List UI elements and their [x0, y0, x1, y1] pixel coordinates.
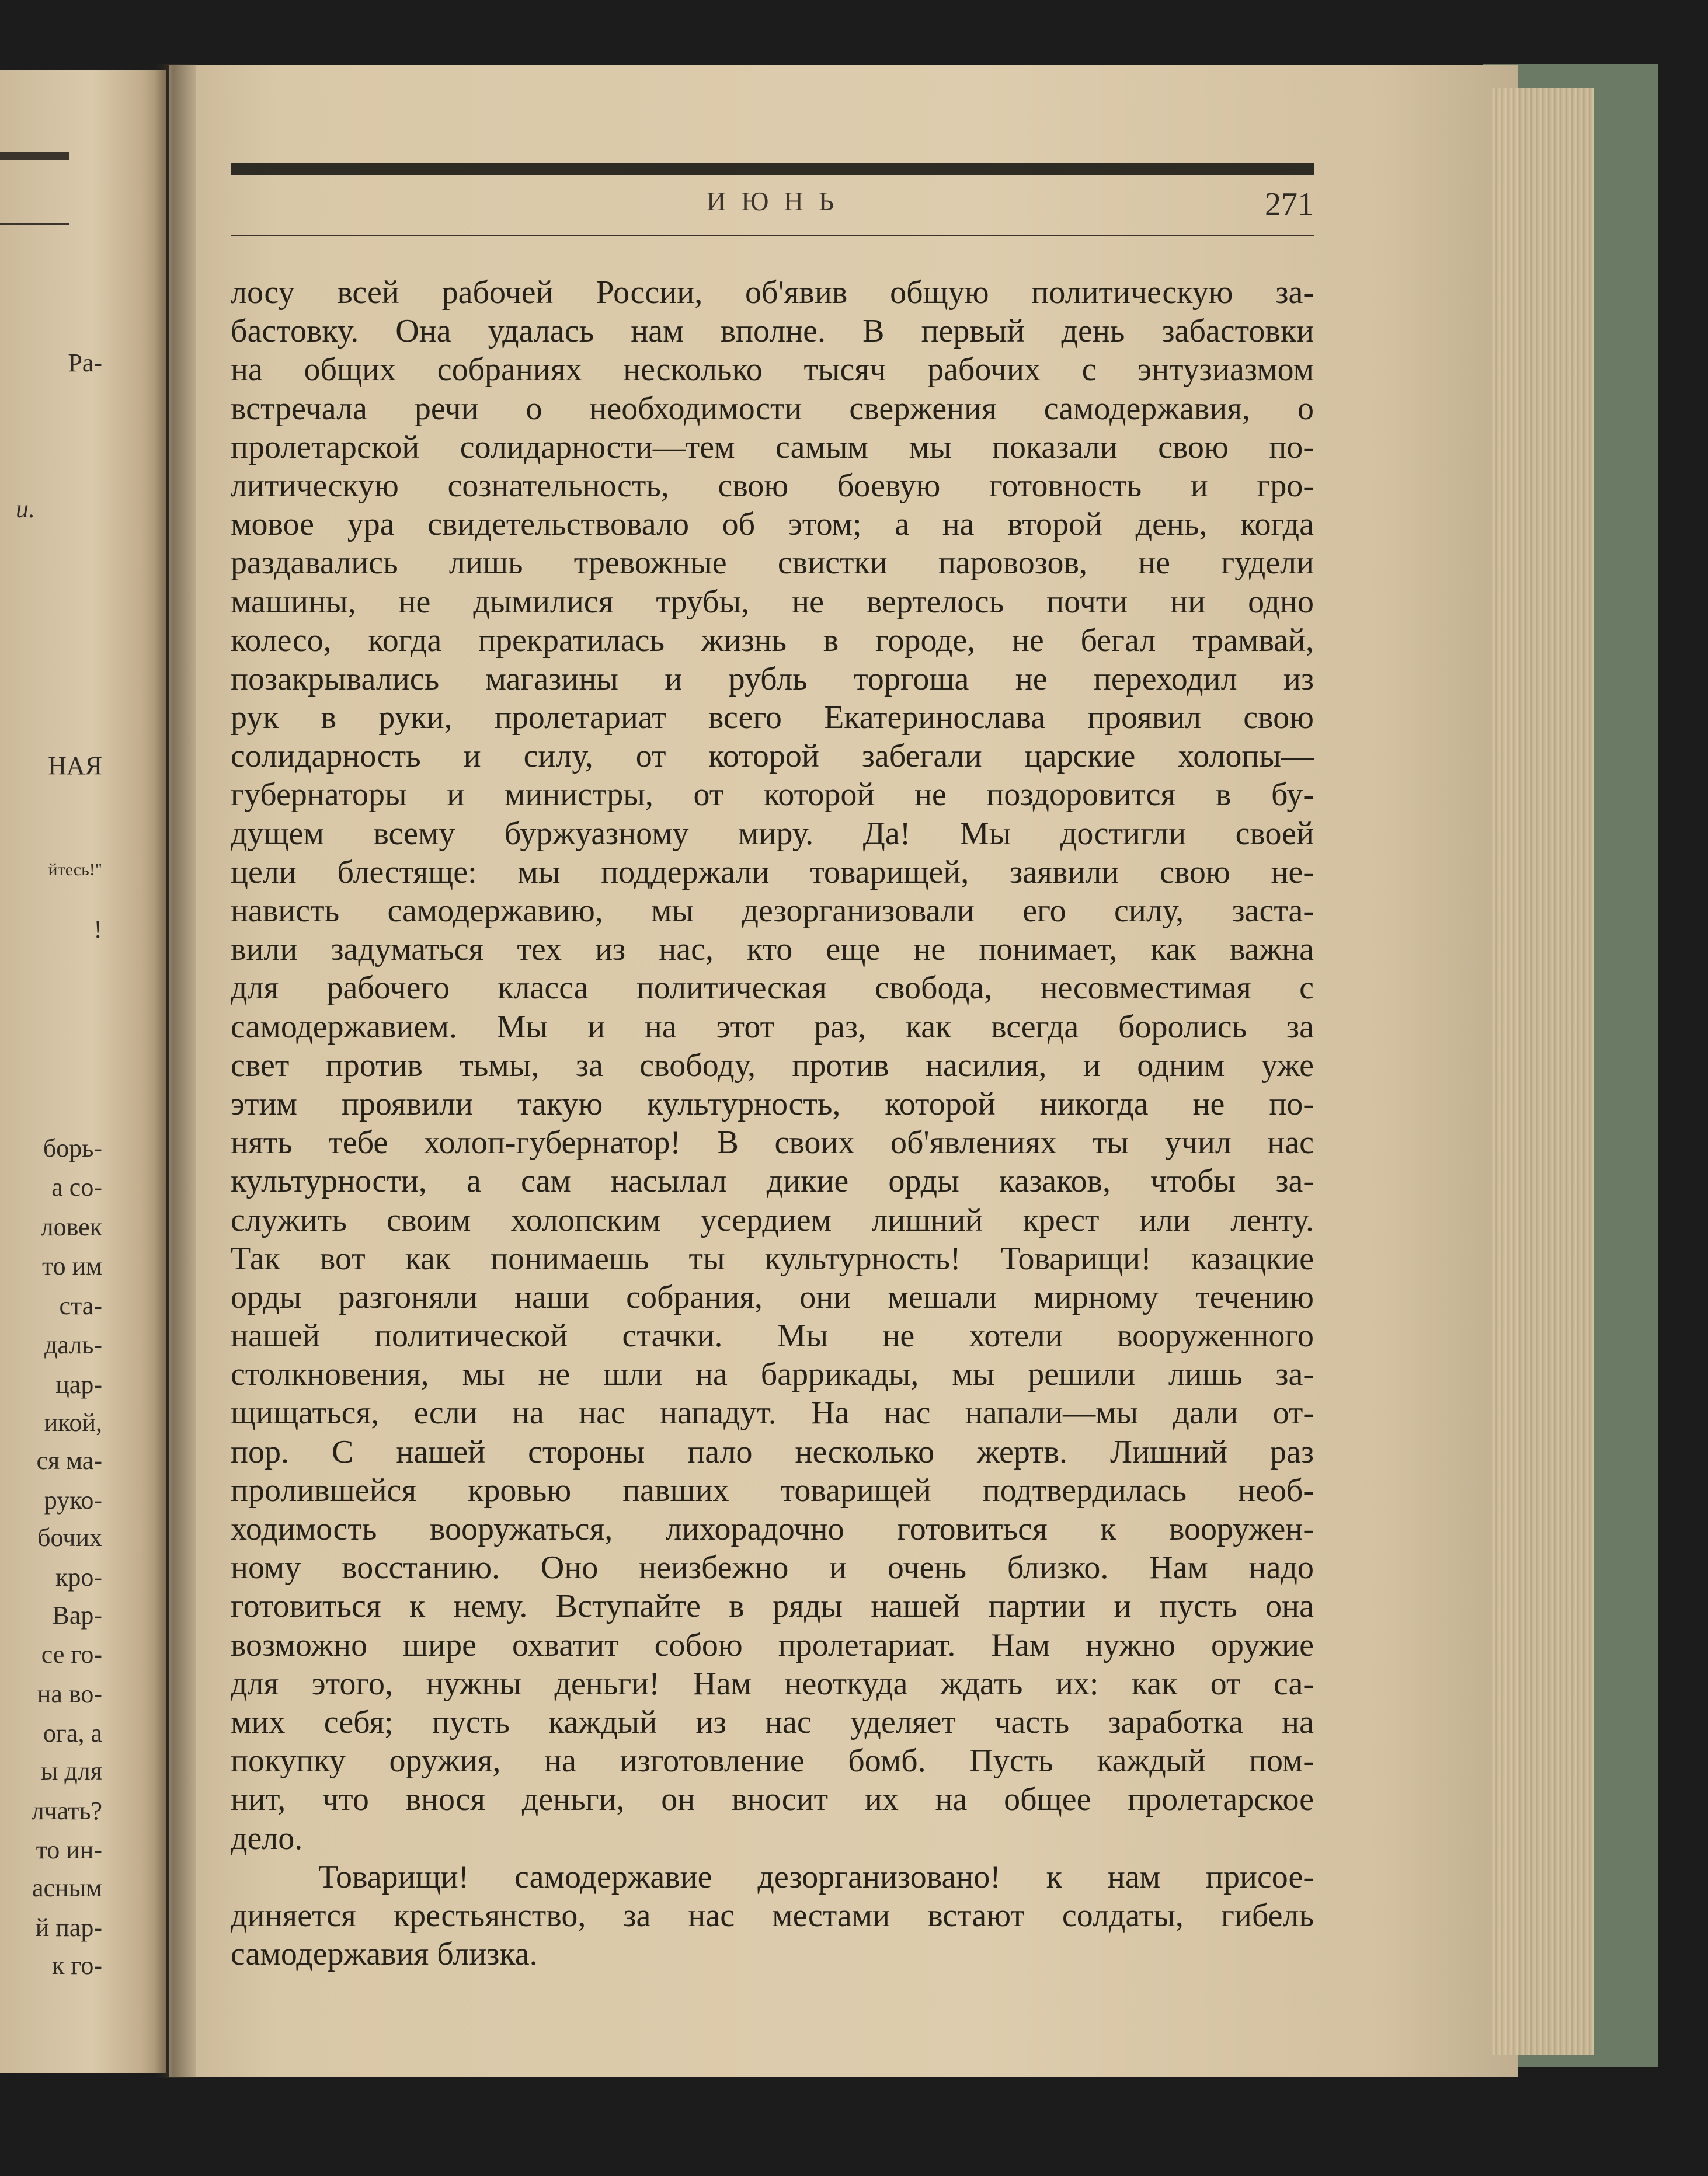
- text-line: на общих собраниях несколько тысяч рабочих с энтузиазмом: [231, 351, 1314, 388]
- text-line: покупку оружия, на изготовление бомб. Пусть каждый пом-: [231, 1743, 1314, 1780]
- left-page-fragment: то им: [41, 1252, 102, 1280]
- page-number: 271: [1265, 186, 1314, 222]
- text-line: возможно шире охватит собою пролетариат. Нам нужно оружие: [231, 1627, 1314, 1663]
- text-line: пролетарской солидарности—тем самым мы показали свою по-: [231, 429, 1314, 465]
- left-page-fragment: борь-: [43, 1134, 102, 1162]
- text-line: культурности, а сам насылал дикие орды казаков, чтобы за-: [231, 1163, 1314, 1200]
- left-page-fragment: ловек: [40, 1213, 102, 1241]
- text-line: колесо, когда прекратилась жизнь в городе, не бегал трамвай,: [231, 622, 1314, 659]
- left-page-fragment: ога, а: [43, 1719, 102, 1747]
- running-header: ИЮНЬ: [707, 186, 850, 216]
- text-line: ходимость вооружаться, лихорадочно готовиться к вооружен-: [231, 1511, 1314, 1547]
- book-gutter: [155, 64, 196, 2078]
- text-line: бастовку. Она удалась нам вполне. В первый день забастовки: [231, 313, 1314, 350]
- left-page-fragment: икой,: [44, 1408, 102, 1437]
- text-line: нашей политической стачки. Мы не хотели вооруженного: [231, 1318, 1314, 1355]
- text-line: губернаторы и министры, от которой не поздоровится в бу-: [231, 777, 1314, 813]
- text-line: мих себя; пусть каждый из нас уделяет часть заработка на: [231, 1704, 1314, 1740]
- left-header-line: [0, 223, 69, 225]
- left-page-fragment: кро-: [55, 1563, 102, 1592]
- text-line: машины, не дымилися трубы, не вертелось почти ни одно: [231, 583, 1314, 620]
- left-page-fragment: йтесь!": [48, 860, 102, 879]
- text-line: Так вот как понимаешь ты культурность! Товарищи! казацкие: [231, 1240, 1314, 1277]
- text-line: столкновения, мы не шли на баррикады, мы решили лишь за-: [231, 1356, 1314, 1393]
- left-page-fragment: на во-: [37, 1680, 102, 1708]
- left-page-fragment: к го-: [52, 1951, 102, 1980]
- text-line: нависть самодержавию, мы дезорганизовали его силу, заста-: [231, 893, 1314, 929]
- text-line: Товарищи! самодержавие дезорганизовано! к нам присое-: [318, 1858, 1314, 1895]
- page-edges: [1492, 88, 1594, 2055]
- text-line: рук в руки, пролетариат всего Екатеринослава проявил свою: [231, 699, 1314, 736]
- text-line: служить своим холопским усердием лишний крест или ленту.: [231, 1202, 1314, 1238]
- text-line: диняется крестьянство, за нас местами встают солдаты, гибель: [231, 1897, 1314, 1934]
- left-page-fragment: !: [93, 915, 102, 943]
- text-line: самодержавия близка.: [231, 1936, 538, 1973]
- text-line: солидарность и силу, от которой забегали царские холопы—: [231, 738, 1314, 775]
- left-header-bar: [0, 152, 69, 160]
- text-line: самодержавием. Мы и на этот раз, как всегда боролись за: [231, 1008, 1314, 1045]
- text-line: пролившейся кровью павших товарищей подтвердилась необ-: [231, 1472, 1314, 1509]
- left-page-fragment: руко-: [44, 1486, 102, 1515]
- paragraph: [231, 1858, 1314, 1974]
- left-page-fragment: се го-: [41, 1640, 102, 1669]
- left-page-fragment: ы для: [40, 1757, 102, 1785]
- text-line: нять тебе холоп-губернатор! В своих об'явлениях ты учил нас: [231, 1124, 1314, 1161]
- left-page-fragment: й пар-: [35, 1913, 102, 1942]
- text-line: цели блестяще: мы поддержали товарищей, заявили свою не-: [231, 854, 1314, 890]
- paragraph: [231, 273, 1314, 1858]
- text-line: позакрывались магазины и рубль торгоша не переходил из: [231, 660, 1314, 697]
- left-page-fragment: бочих: [37, 1523, 102, 1552]
- left-page-fragment: цар-: [55, 1370, 102, 1399]
- text-line: лосу всей рабочей России, об'явив общую политическую за-: [231, 274, 1314, 311]
- text-line: мовое ура свидетельствовало об этом; а на второй день, когда: [231, 506, 1314, 543]
- header-underline: [231, 235, 1314, 236]
- left-page-fragment: Ра-: [68, 349, 102, 377]
- left-page-fragment: а со-: [51, 1173, 102, 1202]
- left-page-fragment: лчать?: [31, 1796, 102, 1825]
- text-line: вили задуматься тех из нас, кто еще не понимает, как важна: [231, 931, 1314, 968]
- text-line: орды разгоняли наши собрания, они мешали мирному течению: [231, 1279, 1314, 1315]
- text-line: для рабочего класса политическая свобода, несовместимая с: [231, 970, 1314, 1007]
- text-line: раздавались лишь тревожные свистки паровозов, не гудели: [231, 545, 1314, 582]
- left-page-fragment: даль-: [44, 1331, 102, 1359]
- left-page-fragment: ся ма-: [36, 1446, 102, 1475]
- left-page-fragment: то ин-: [36, 1836, 102, 1864]
- text-line: встречала речи о необходимости свержения самодержавия, о: [231, 390, 1314, 427]
- body-text: [231, 273, 1314, 1973]
- text-line: свет против тьмы, за свободу, против насилия, и одним уже: [231, 1047, 1314, 1084]
- text-line: литическую сознательность, свою боевую готовность и гро-: [231, 467, 1314, 504]
- left-page-fragment: ста-: [59, 1291, 102, 1320]
- text-line: готовиться к нему. Вступайте в ряды нашей партии и пусть она: [231, 1588, 1314, 1625]
- text-line: пор. С нашей стороны пало несколько жертв. Лишний раз: [231, 1433, 1314, 1470]
- text-line: для этого, нужны деньги! Нам неоткуда ждать их: как от са-: [231, 1665, 1314, 1702]
- left-page-fragment: и.: [16, 495, 35, 523]
- text-line: дущем всему буржуазному миру. Да! Мы достигли своей: [231, 815, 1314, 852]
- text-line: этим проявили такую культурность, которой никогда не по-: [231, 1085, 1314, 1122]
- left-page: [0, 70, 166, 2073]
- text-line: дело.: [231, 1820, 303, 1857]
- text-line: ному восстанию. Оно неизбежно и очень близко. Нам надо: [231, 1550, 1314, 1586]
- text-line: щищаться, если на нас нападут. На нас напали—мы дали от-: [231, 1395, 1314, 1432]
- left-page-fragment: НАЯ: [48, 751, 102, 780]
- left-page-fragment: асным: [32, 1874, 102, 1902]
- text-line: нит, что внося деньги, он вносит их на общее пролетарское: [231, 1781, 1314, 1818]
- left-page-fragment: Вар-: [52, 1601, 102, 1630]
- header-rule: [231, 163, 1314, 175]
